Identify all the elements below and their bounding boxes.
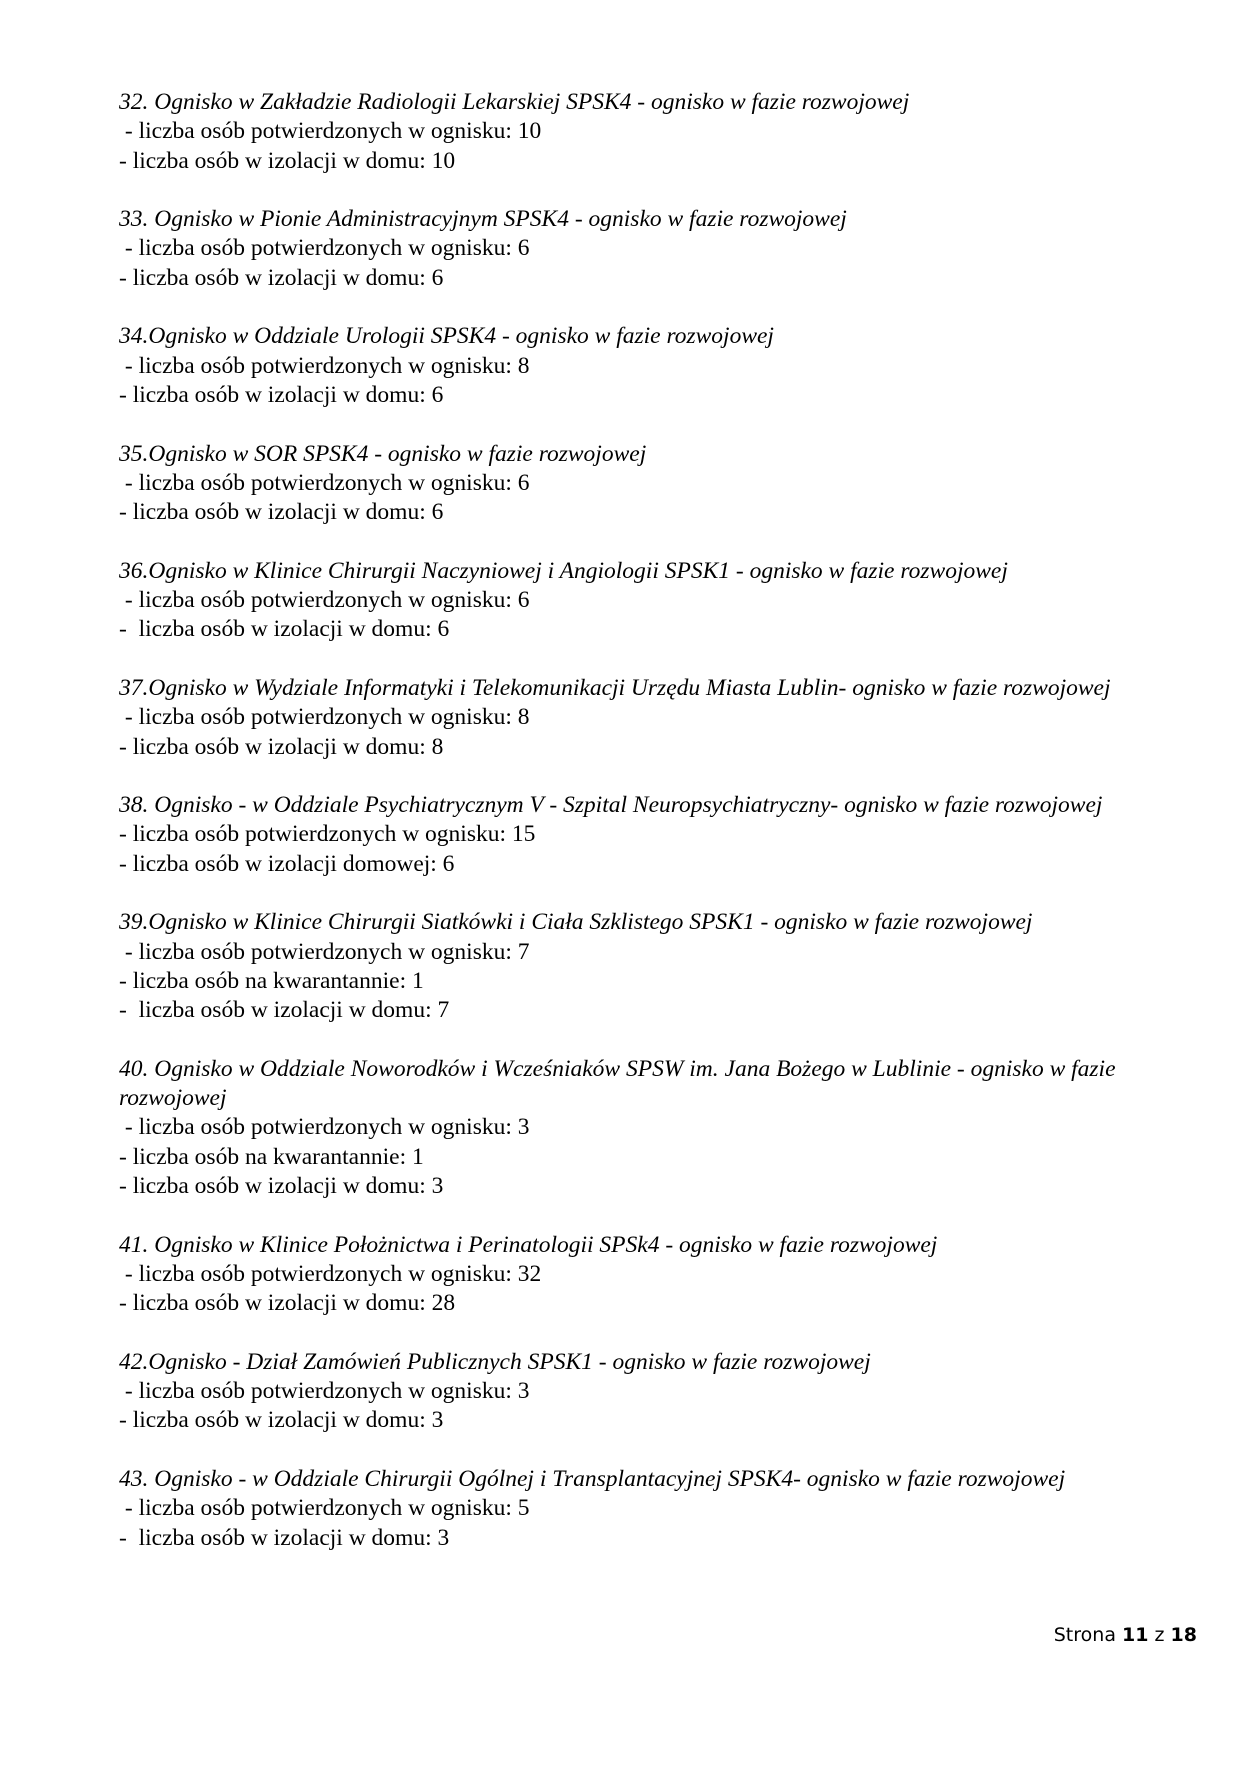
outbreak-heading: 41. Ognisko w Klinice Położnictwa i Perinatologii SPSk4 - ognisko w fazie rozwojowej (119, 1231, 938, 1258)
outbreak-detail-line: - liczba osób potwierdzonych w ognisku: 32 (119, 1260, 542, 1287)
outbreak-detail-line: - liczba osób potwierdzonych w ognisku: 8 (119, 704, 530, 731)
outbreak-heading: 39.Ognisko w Klinice Chirurgii Siatkówki i Ciała Szklistego SPSK1 - ognisko w fazie rozwojowej (119, 909, 1033, 936)
outbreak-detail-line: - liczba osób potwierdzonych w ognisku: 3 (119, 1378, 530, 1405)
outbreak-heading: 42.Ognisko - Dział Zamówień Publicznych SPSK1 - ognisko w fazie rozwojowej (119, 1348, 871, 1375)
outbreak-heading: 40. Ognisko w Oddziale Noworodków i Wcześniaków SPSW im. Jana Bożego w Lublinie - ognisko w fazie rozwojowej (119, 1055, 1116, 1112)
outbreak-entry (119, 1055, 1199, 1201)
outbreak-detail-line: - liczba osób w izolacji w domu: 7 (119, 997, 450, 1024)
outbreak-entry (119, 322, 1199, 410)
outbreak-entry (119, 88, 1199, 176)
outbreak-entry (119, 1465, 1199, 1553)
total-pages: 18 (1170, 1624, 1197, 1646)
outbreak-entry (119, 908, 1199, 1025)
outbreak-entry (119, 1231, 1199, 1319)
outbreak-entry (119, 440, 1199, 528)
outbreak-detail-line: - liczba osób potwierdzonych w ognisku: 6 (119, 235, 530, 262)
outbreak-detail-line: - liczba osób w izolacji w domu: 8 (119, 733, 444, 760)
outbreak-detail-line: - liczba osób potwierdzonych w ognisku: 15 (119, 821, 536, 848)
outbreak-heading: 36.Ognisko w Klinice Chirurgii Naczyniowej i Angiologii SPSK1 - ognisko w fazie rozwojowej (119, 557, 1008, 584)
outbreak-detail-line: - liczba osób potwierdzonych w ognisku: 7 (119, 938, 530, 965)
outbreak-detail-line: - liczba osób potwierdzonych w ognisku: 6 (119, 587, 530, 614)
outbreak-detail-line: - liczba osób w izolacji w domu: 3 (119, 1524, 450, 1551)
outbreak-detail-line: - liczba osób w izolacji w domu: 6 (119, 381, 444, 408)
current-page: 11 (1122, 1624, 1149, 1646)
page-separator: z (1154, 1624, 1165, 1646)
outbreak-heading: 43. Ognisko - w Oddziale Chirurgii Ogólnej i Transplantacyjnej SPSK4- ognisko w fazie rozwojowej (119, 1465, 1066, 1492)
outbreak-detail-line: - liczba osób na kwarantannie: 1 (119, 967, 424, 994)
outbreak-detail-line: - liczba osób w izolacji w domu: 28 (119, 1290, 456, 1317)
outbreak-detail-line: - liczba osób w izolacji w domu: 6 (119, 499, 444, 526)
outbreak-heading: 33. Ognisko w Pionie Administracyjnym SPSK4 - ognisko w fazie rozwojowej (119, 206, 847, 233)
outbreak-detail-line: - liczba osób w izolacji w domu: 6 (119, 616, 450, 643)
outbreak-heading: 38. Ognisko - w Oddziale Psychiatrycznym V - Szpital Neuropsychiatryczny- ognisko w fazie rozwojowej (119, 792, 1103, 819)
outbreak-detail-line: - liczba osób na kwarantannie: 1 (119, 1143, 424, 1170)
outbreak-entry (119, 1348, 1199, 1436)
outbreak-heading: 32. Ognisko w Zakładzie Radiologii Lekarskiej SPSK4 - ognisko w fazie rozwojowej (119, 89, 910, 115)
outbreak-entry (119, 674, 1199, 762)
outbreak-detail-line: - liczba osób w izolacji w domu: 3 (119, 1172, 444, 1199)
page-label: Strona (1053, 1624, 1116, 1646)
document-body (119, 88, 1199, 1582)
outbreak-detail-line: - liczba osób potwierdzonych w ognisku: 3 (119, 1114, 530, 1141)
outbreak-detail-line: - liczba osób potwierdzonych w ognisku: 10 (119, 118, 542, 145)
outbreak-heading: 34.Ognisko w Oddziale Urologii SPSK4 - ognisko w fazie rozwojowej (119, 323, 774, 350)
outbreak-detail-line: - liczba osób w izolacji w domu: 10 (119, 147, 456, 174)
outbreak-entry (119, 791, 1199, 879)
outbreak-entry (119, 205, 1199, 293)
outbreak-detail-line: - liczba osób potwierdzonych w ognisku: 8 (119, 352, 530, 379)
outbreak-detail-line: - liczba osób w izolacji w domu: 3 (119, 1407, 444, 1434)
outbreak-detail-line: - liczba osób w izolacji w domu: 6 (119, 264, 444, 291)
outbreak-detail-line: - liczba osób w izolacji domowej: 6 (119, 850, 455, 877)
page-number (1054, 1624, 1197, 1646)
outbreak-heading: 37.Ognisko w Wydziale Informatyki i Telekomunikacji Urzędu Miasta Lublin- ognisko w fazie rozwojowej (119, 674, 1111, 701)
outbreak-heading: 35.Ognisko w SOR SPSK4 - ognisko w fazie rozwojowej (119, 440, 647, 467)
outbreak-detail-line: - liczba osób potwierdzonych w ognisku: 5 (119, 1495, 530, 1522)
outbreak-entry (119, 557, 1199, 645)
outbreak-detail-line: - liczba osób potwierdzonych w ognisku: 6 (119, 469, 530, 496)
